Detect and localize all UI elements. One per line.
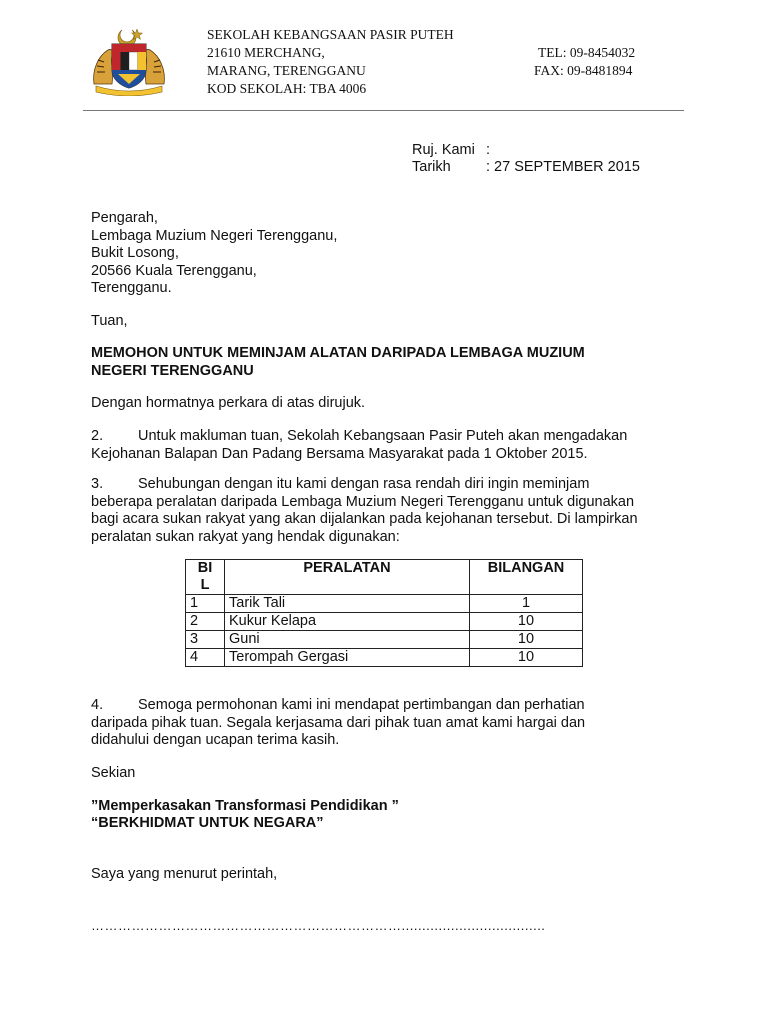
school-code: KOD SEKOLAH: TBA 4006: [207, 81, 367, 96]
motto-2: “BERKHIDMAT UNTUK NEGARA”: [91, 815, 324, 831]
column-header-bil: [186, 560, 225, 595]
paragraph-line: peralatan sukan rakyat yang hendak digunakan:: [91, 528, 400, 545]
recipient-line: Lembaga Muzium Negeri Terengganu,: [91, 227, 338, 244]
recipient-line: Bukit Losong,: [91, 245, 179, 261]
subject-line: NEGERI TERENGGANU: [91, 362, 254, 379]
row-quantity: 10: [470, 649, 583, 667]
paragraph-3: [91, 476, 691, 546]
paragraph-line: Kejohanan Balapan Dan Padang Bersama Masyarakat pada 1 Oktober 2015.: [91, 445, 588, 462]
school-address-line1: 21610 MERCHANG,: [207, 45, 325, 60]
row-quantity: 10: [470, 613, 583, 631]
column-header-bilangan: BILANGAN: [470, 560, 583, 595]
header-divider: [83, 110, 684, 111]
paragraph-line: bagi acara sukan rakyat yang akan dijalankan pada kejohanan tersebut. Di lampirkan: [91, 511, 638, 527]
coat-of-arms-icon: [90, 26, 168, 96]
letter-subject: [91, 345, 691, 380]
motto-1: ”Memperkasakan Transformasi Pendidikan ”: [91, 798, 399, 814]
paragraph-line: didahului dengan ucapan terima kasih.: [91, 732, 340, 748]
signature-line: ……………………………………………………………...................................: [91, 918, 546, 933]
recipient-line: Pengarah,: [91, 210, 158, 226]
school-name: SEKOLAH KEBANGSAAN PASIR PUTEH: [207, 27, 454, 42]
table-row: [186, 595, 583, 613]
salutation: Tuan,: [91, 313, 128, 329]
header-text: BI: [197, 560, 213, 576]
table-header-row: [186, 560, 583, 595]
row-number: 1: [186, 595, 225, 613]
paragraph-line: beberapa peralatan daripada Lembaga Muzium Negeri Terengganu untuk digunakan: [91, 493, 635, 510]
row-number: 4: [186, 649, 225, 667]
school-telephone: TEL: 09-8454032: [538, 45, 636, 60]
table-row: [186, 631, 583, 649]
row-item: Terompah Gergasi: [225, 649, 470, 667]
row-number: 3: [186, 631, 225, 649]
table-row: [186, 613, 583, 631]
ref-label: Ruj. Kami: [412, 142, 475, 158]
school-fax: FAX: 09-8481894: [534, 63, 633, 78]
row-item: Guni: [225, 631, 470, 649]
school-address-line2: MARANG, TERENGGANU: [207, 63, 366, 78]
paragraph-line: Untuk makluman tuan, Sekolah Kebangsaan Pasir Puteh akan mengadakan: [138, 428, 628, 444]
paragraph-2: [91, 428, 691, 463]
row-item: Tarik Tali: [225, 595, 470, 613]
recipient-address: [91, 210, 691, 298]
recipient-line: 20566 Kuala Terengganu,: [91, 262, 257, 279]
date-label: Tarikh: [412, 159, 451, 175]
row-item: Kukur Kelapa: [225, 613, 470, 631]
row-quantity: 10: [470, 631, 583, 649]
date-value: : 27 SEPTEMBER 2015: [486, 159, 640, 175]
column-header-peralatan: PERALATAN: [225, 560, 470, 595]
header-text: L: [200, 577, 210, 593]
opening-sentence: Dengan hormatnya perkara di atas dirujuk.: [91, 395, 366, 411]
table-row: [186, 649, 583, 667]
equipment-table: [185, 559, 583, 667]
row-number: 2: [186, 613, 225, 631]
subject-line: MEMOHON UNTUK MEMINJAM ALATAN DARIPADA LEMBAGA MUZIUM: [91, 345, 585, 361]
paragraph-number: 2.: [91, 428, 104, 444]
sign-off: Saya yang menurut perintah,: [91, 866, 278, 882]
recipient-line: Terengganu.: [91, 280, 172, 296]
closing: Sekian: [91, 765, 136, 781]
paragraph-4: [91, 697, 691, 750]
paragraph-number: 3.: [91, 476, 104, 492]
paragraph-line: daripada pihak tuan. Segala kerjasama dari pihak tuan amat kami hargai dan: [91, 714, 586, 731]
row-quantity: 1: [470, 595, 583, 613]
paragraph-number: 4.: [91, 697, 104, 713]
ref-value: :: [486, 142, 491, 158]
paragraph-line: Semoga permohonan kami ini mendapat pertimbangan dan perhatian: [138, 697, 585, 713]
paragraph-line: Sehubungan dengan itu kami dengan rasa rendah diri ingin meminjam: [138, 476, 590, 492]
